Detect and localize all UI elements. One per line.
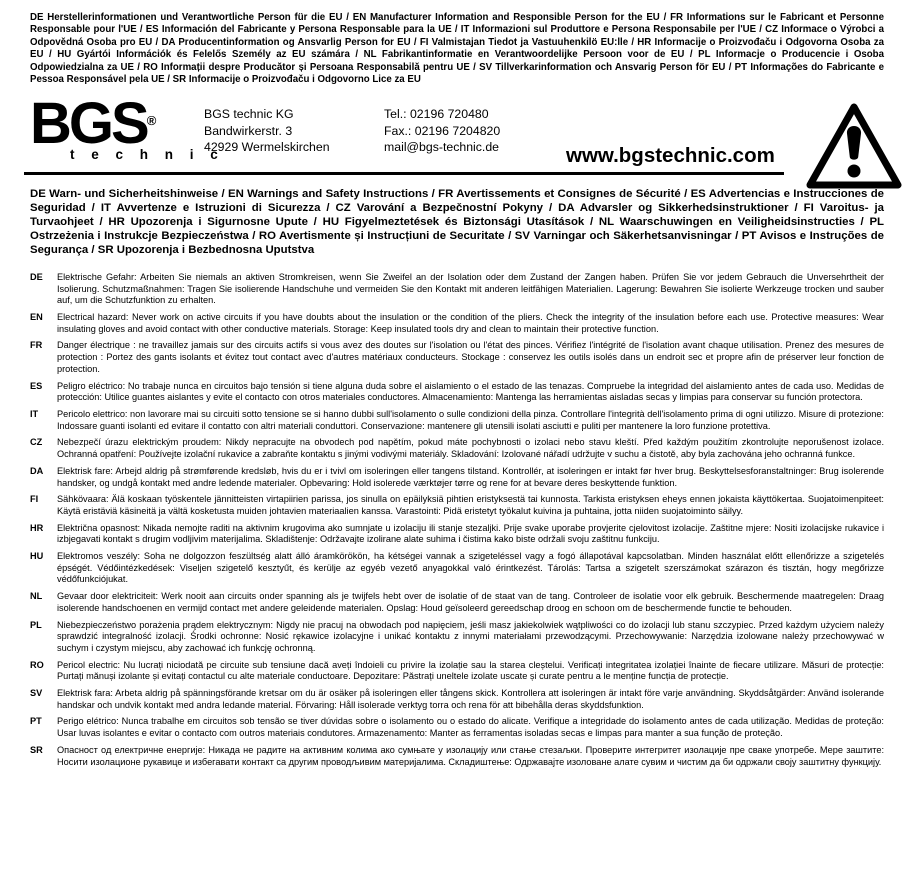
language-code: FR [30,340,43,351]
section-pt [30,716,884,739]
bgs-logo-subtext: t e c h n i c [70,147,225,163]
section-sv [30,688,884,711]
section-de [30,272,884,307]
language-code: EN [30,312,43,323]
language-code: PT [30,716,42,727]
section-it [30,409,884,432]
section-ro [30,660,884,683]
fax-line: Fax.: 02196 7204820 [384,123,501,138]
section-text: Sähkövaara: Älä koskaan työskentele jännitteisten virtapiirien parissa, jos sinulla on epäilyksiä pihtien eristyksestä tai kunnosta. Tarkista eristyksen eheys ennen jokaista käyttökertaa. Suojatoimenpiteet: Käytä eristäviä käsineitä ja vältä kosketusta muiden johtavien materiaalien kanssa. Varastointi: Pidä eristetyt työkalut kuivina ja puhtaina, jotta niiden suojatoiminto säilyy. [57,494,884,516]
language-code: RO [30,659,44,670]
section-text: Perigo elétrico: Nunca trabalhe em circuitos sob tensão se tiver dúvidas sobre o isolamento ou o estado do alicate. Verifique a integridade do isolamento antes de cada utilização. Medidas de proteção: Usar luvas isolantes e evitar o contacto com outros materiais condutores. Armazenamento: Manter as ferramentas isoladas secas e limpas para manter a sua função de proteção. [57,716,884,739]
section-da [30,466,884,489]
section-text: Elektrisk fara: Arbeta aldrig på spänningsförande kretsar om du är osäker på isoleringen eller tångens skick. Kontrollera att isoleringen är intakt före varje användning. Skyddsåtgärder: Använd isolerande handskar och undvik kontakt med andra ledande material. Förvaring: Håll isolerade verktyg torra och rena för att bibehålla deras skyddsfunktion. [57,688,884,710]
language-code: HU [30,551,44,562]
language-code: ES [30,380,43,391]
company-name: BGS technic KG [204,107,294,122]
section-cz [30,437,884,460]
section-fi [30,494,884,517]
section-text: Elektromos veszély: Soha ne dolgozzon feszültség alatt álló áramkörökön, ha kétségei vannak a szigeteléssel vagy a fogó állapotával kapcsolatban. Minden használat előtt ellenőrizze a szigetelés épségét. Védőintézkedések: Viseljen szigetelő kesztyűt, és kerülje az egyéb vezető anyagokkal való érintkezést. Tárolás: Tartsa a szigetelt szerszámokat szárazon és tisztán, hogy megőrizze védőfunkciójukat. [57,551,884,585]
company-contact [384,96,554,156]
language-code: FI [30,494,39,505]
section-text: Nebezpečí úrazu elektrickým proudem: Nikdy nepracujte na obvodech pod napětím, pokud máte pochybnosti o izolaci nebo stavu kleští. Před každým použitím zkontrolujte neporušenost izolace. Ochranná opatření: Používejte izolační rukavice a zabraňte kontaktu s jinými vodivými materiály. Skladování: Izolované nářadí udržujte v suchu a čistotě, aby byla zachována jeho ochranná funkce. [57,437,884,460]
language-code: HR [30,522,44,533]
registered-trademark-symbol: ® [146,113,157,129]
warnings-header: DE Warn- und Sicherheitshinweise / EN Warnings and Safety Instructions / FR Avertissements et Consignes de Sécurité / ES Advertencias e Instrucciones de Seguridad / IT Avvertenze e Istruzioni di Sicurezza / CZ Varování a Bezpečnostní Pokyny / DA Advarsler og Sikkerhedsinstruktioner / FI Varoitus- ja Turvaohjeet / HR Upozorenja i Sigurnosne Upute / HU Figyelmeztetések és Biztonsági Utasítások / NL Waarschuwingen en Veiligheidsinstructies / PL Ostrzeżenia i Instrukcje Bezpieczeństwa / RO Avertismente și Instrucțiuni de Securitate / SV Varningar och Säkerhetsanvisningar / PT Avisos e Instruções de Segurança / SR Upozorenja i Bezbednosna Uputstva [30,188,884,257]
language-code: DE [30,271,43,282]
warning-triangle-icon [804,100,904,192]
section-text: Elektrische Gefahr: Arbeiten Sie niemals an aktiven Stromkreisen, wenn Sie Zweifel an der Isolation oder dem Zustand der Zangen haben. Prüfen Sie vor jedem Gebrauch die Unversehrtheit der Isolierung. Schutzmaßnahmen: Tragen Sie isolierende Handschuhe und vermeiden Sie den Kontakt mit anderen leitfähigen Materialien. Lagerung: Bewahren Sie isolierte Werkzeuge trocken und sauber auf, um die Schutzfunktion zu erhalten. [57,271,884,306]
section-text: Gevaar door elektriciteit: Werk nooit aan circuits onder spanning als je twijfels hebt over de isolatie of de staat van de tang. Controleer de isolatie voor elk gebruik. Beschermende maatregelen: Draag isolerende handschoenen en vermijd contact met andere geleidende materialen. Opslag: Houd geïsoleerd gereedschap droog en schoon om de beschermende functie te behouden. [57,591,884,613]
language-code: PL [30,619,42,630]
language-code: SR [30,744,43,755]
website-url: www.bgstechnic.com [566,144,775,168]
section-text: Peligro eléctrico: No trabaje nunca en circuitos bajo tensión si tiene alguna duda sobre el aislamiento o el estado de las tenazas. Compruebe la integridad del aislamiento antes de cada uso. Medidas de protección: Utilice guantes aislantes y evite el contacto con otros materiales conductores. Almacenamiento: Mantenga las herramientas aisladas secas y limpias para conservar su función protectora. [57,380,884,403]
brand-row [30,91,884,170]
manufacturer-info-header: DE Herstellerinformationen und Verantwortliche Person für die EU / EN Manufacturer Information and Responsible Person for the EU / FR Informations sur le Fabricant et Personne Responsable pour l'UE / ES Información del Fabricante y Persona Responsable para la UE / IT Informazioni sul Produttore e Persona Responsabile per l'UE / CZ Informace o Výrobci a Odpovědná Osoba pro EU / DA Producentinformation og Ansvarlig Person for EU / FI Valmistajan Tiedot ja Vastuuhenkilö EU:lle / HR Informacije o Proizvođaču i Odgovorna Osoba za EU / HU Gyártói Információk és Felelős Személy az EU számára / NL Fabrikantinformatie en Verantwoordelijke Persoon voor de EU / PL Informacje o Producencie i Osoba Odpowiedzialna za UE / RO Informații despre Producător și Persoana Responsabilă pentru UE / SV Tillverkarinformation och Ansvarig Person för EU / PT Informações do Fabricante e Pessoa Responsável pela UE / SR Informacije o Proizvođaču i Odgovorno Lice za EU [30,12,884,86]
section-hr [30,523,884,546]
company-city: 42929 Wermelskirchen [204,140,330,155]
language-code: DA [30,465,44,476]
sections-list [30,272,884,768]
bgs-logo [30,91,225,163]
email-line: mail@bgs-technic.de [384,140,500,155]
bgs-logo-letters: BGS [30,91,147,157]
language-code: CZ [30,437,43,448]
language-code: SV [30,688,43,699]
section-text: Elektrisk fare: Arbejd aldrig på strømførende kredsløb, hvis du er i tvivl om isoleringen eller tangens tilstand. Kontrollér, at isoleringen er intakt før hver brug. Beskyttelsesforanstaltninger: Brug isolerende handsker, og undgå kontakt med andre ledende materialer. Opbevaring: Hold isolerede værktøjer tørre og rene for at bevare deres beskyttende funktion. [57,465,884,488]
phone-line: Tel.: 02196 720480 [384,107,489,122]
section-text: Опасност од електричне енергије: Никада не радите на активним колима ако сумњате у изолацију или стање стезаљки. Проверите интегритет изолације пре сваке употребе. Мере заштите: Носити изолационе рукавице и избегавати контакт са другим проводљивим материјалима. Складиштење: Одржавајте изоловане алате сувим и чистим да би одржали своју заштитну функцију. [57,744,884,767]
section-sr [30,745,884,768]
company-street: Bandwirkerstr. 3 [204,123,293,138]
language-code: NL [30,591,43,602]
section-hu [30,551,884,586]
section-nl [30,591,884,614]
section-text: Pericolo elettrico: non lavorare mai su circuiti sotto tensione se si hanno dubbi sull'isolamento o sulle condizioni della pinza. Controllare l'integrità dell'isolamento prima di ogni utilizzo. Misure di protezione: Indossare guanti isolanti ed evitare il contatto con altri materiali conduttori. Conservazione: mantenere gli utensili isolati asciutti e puliti per mantenere la loro funzione protettiva. [57,409,884,431]
divider-rule [24,172,784,175]
section-pl [30,620,884,655]
section-text: Pericol electric: Nu lucrați niciodată pe circuite sub tensiune dacă aveți îndoieli cu privire la izolație sau la starea cleștelui. Verificați integritatea izolației înainte de fiecare utilizare. Măsuri de protecție: Purtați mănuși izolante și evitați contactul cu alte materiale conductoare. Depozitare: Păstrați uneltele izolate uscate și curate pentru a le menține funcția de protecție. [57,659,884,682]
company-address [204,96,384,156]
section-text: Electrical hazard: Never work on active circuits if you have doubts about the insulation or the condition of the pliers. Check the integrity of the insulation before each use. Protective measures: Wear insulating gloves and avoid contact with other conductive materials. Storage: Keep insulated tools dry and clean to maintain their protective function. [57,312,884,334]
language-code: IT [30,409,39,419]
section-text: Niebezpieczeństwo porażenia prądem elektrycznym: Nigdy nie pracuj na obwodach pod napięciem, jeśli masz jakiekolwiek wątpliwości co do izolacji lub stanu szczypiec. Przed każdym użyciem należy sprawdzić integralność izolacji. Środki ochronne: Nosić rękawice izolacyjne i unikać kontaktu z innymi materiałami przewodzącymi. Przechowywanie: Narzędzia izolowane należy przechowywać w suchym i czystym miejscu, aby zachować ich funkcję ochronną. [57,619,884,653]
section-es [30,381,884,404]
section-text: Električna opasnost: Nikada nemojte raditi na aktivnim krugovima ako sumnjate u izolaciju ili stanje stezaljki. Prije svake uporabe provjerite cjelovitost izolacije. Zaštitne mjere: Nositi izolacijske rukavice i izbjegavati kontakt s drugim vodljivim materijalima. Skladištenje: Održavajte izolirane alate suhima i čistima kako biste održali svoju zaštitnu funkciju. [57,522,884,545]
section-text: Danger électrique : ne travaillez jamais sur des circuits actifs si vous avez des doutes sur l'isolation ou l'état des pinces. Vérifiez l'intégrité de l'isolation avant chaque utilisation. Prenez des mesures de protection : Portez des gants isolants et évitez tout contact avec d'autres matériaux conducteurs. Stockage : conservez les outils isolés dans un endroit sec et propre afin de préserver leur fonction de protection. [57,340,884,374]
section-en [30,312,884,335]
section-fr [30,340,884,375]
bgs-logo-wordmark [30,91,190,157]
